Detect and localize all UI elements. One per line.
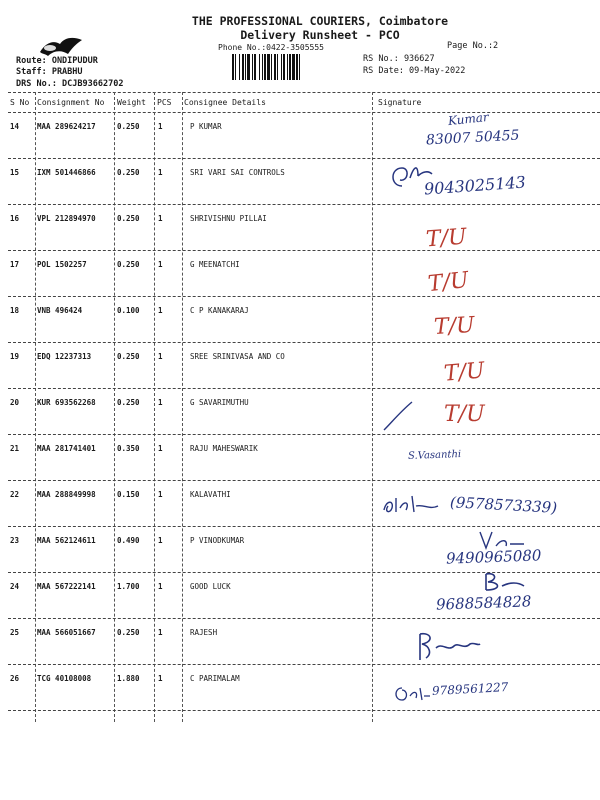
row-sno: 14 [10,122,20,131]
table-row [0,666,600,712]
company-title: THE PROFESSIONAL COURIERS, Coimbatore [191,14,449,28]
row-rule [8,388,600,389]
row-consignment-no: VPL 212894970 [37,214,96,223]
barcode-bar [281,54,282,80]
barcode-bar [264,54,266,80]
row-consignment-no: POL 1502257 [37,260,87,269]
table-row [0,344,600,390]
barcode-bar [242,54,244,80]
row-weight: 0.250 [117,214,140,223]
row-consignment-no: EDQ 12237313 [37,352,92,361]
row-rule [8,204,600,205]
column-header-pcs: PCS [157,98,172,107]
barcode-bar [259,54,260,80]
barcode-bar [245,54,246,80]
barcode-bar [277,54,278,80]
table-row [0,298,600,344]
row-consignment-no: TCG 40108008 [37,674,92,683]
barcode-bar [274,54,276,80]
row-weight: 0.250 [117,352,140,361]
row-rule [8,434,600,435]
row-sno: 17 [10,260,20,269]
row-rule [8,526,600,527]
table-row [0,252,600,298]
row-consignee: KALAVATHI [190,490,231,499]
signature-22-scribble-icon [380,490,440,520]
row-weight: 0.490 [117,536,140,545]
signature-14-name: Kumar [447,109,490,129]
column-header-weight: Weight [117,98,146,107]
column-header-consignment: Consignment No [37,98,105,107]
signature-23-phone: 9490965080 [445,546,542,568]
table-top-rule [8,92,600,93]
row-consignee: G MEENATCHI [190,260,240,269]
row-weight: 0.150 [117,490,140,499]
row-consignee: SREE SRINIVASA AND CO [190,352,285,361]
barcode-bar [239,54,240,80]
row-weight: 1.700 [117,582,140,591]
barcode-bar [262,54,263,80]
signature-24-scribble-icon [480,570,526,594]
row-pcs: 1 [158,490,163,499]
row-pcs: 1 [158,398,163,407]
barcode-bar [247,54,250,80]
row-consignee: G SAVARIMUTHU [190,398,249,407]
row-sno: 24 [10,582,20,591]
drs-number: DRS No.: DCJB93662702 [16,79,124,89]
row-weight: 0.250 [117,398,140,407]
row-sno: 25 [10,628,20,637]
row-pcs: 1 [158,444,163,453]
row-pcs: 1 [158,536,163,545]
row-consignment-no: MAA 288849998 [37,490,96,499]
column-header-sno: S No [10,98,30,107]
table-header-rule [8,112,600,113]
row-consignee: SRI VARI SAI CONTROLS [190,168,285,177]
signature-20-tick-icon [380,398,416,434]
row-rule [8,664,600,665]
row-pcs: 1 [158,214,163,223]
route-label: Route: ONDIPUDUR [16,56,98,66]
row-weight: 0.250 [117,168,140,177]
barcode-bar [252,54,253,80]
row-sno: 20 [10,398,20,407]
row-consignee: C PARIMALAM [190,674,240,683]
row-consignment-no: MAA 289624217 [37,122,96,131]
staff-label: Staff: PRABHU [16,67,83,77]
barcode-bar [289,54,291,80]
row-rule [8,296,600,297]
rs-number: RS No.: 936627 [363,54,435,64]
row-weight: 1.880 [117,674,140,683]
row-rule [8,618,600,619]
row-sno: 22 [10,490,20,499]
signature-24-phone: 9688584828 [435,592,532,614]
row-rule [8,342,600,343]
row-pcs: 1 [158,628,163,637]
row-pcs: 1 [158,582,163,591]
page-number: Page No.:2 [447,41,499,51]
barcode-bar [254,54,256,80]
barcode-bar [292,54,295,80]
row-consignment-no: VNB 496424 [37,306,83,315]
runsheet-subtitle: Delivery Runsheet - PCO [240,28,400,42]
row-weight: 0.250 [117,260,140,269]
row-rule [8,250,600,251]
barcode-bar [296,54,298,80]
signature-25-scribble-icon [412,628,482,668]
barcode-bar [235,54,236,80]
row-consignment-no: MAA 566051667 [37,628,96,637]
row-sno: 26 [10,674,20,683]
rs-date: RS Date: 09-May-2022 [363,66,466,76]
row-pcs: 1 [158,122,163,131]
signature-19: T/U [442,358,486,387]
row-pcs: 1 [158,352,163,361]
signature-26-phone: 9789561227 [431,680,509,698]
row-consignment-no: KUR 693562268 [37,398,96,407]
row-consignment-no: MAA 562124611 [37,536,96,545]
row-weight: 0.250 [117,628,140,637]
signature-21: S.Vasanthi [407,449,462,462]
signature-26-scribble-icon [392,682,432,704]
barcode-bar [283,54,285,80]
row-consignment-no: IXM 501446866 [37,168,96,177]
row-consignment-no: MAA 567222141 [37,582,96,591]
row-pcs: 1 [158,674,163,683]
signature-14-phone: 83007 50455 [425,127,520,149]
row-pcs: 1 [158,260,163,269]
row-rule [8,480,600,481]
row-pcs: 1 [158,168,163,177]
row-consignee: P VINODKUMAR [190,536,245,545]
row-weight: 0.350 [117,444,140,453]
row-sno: 15 [10,168,20,177]
barcode-bar [232,54,234,80]
row-sno: 18 [10,306,20,315]
signature-15-phone: 9043025143 [423,172,527,199]
table-row [0,436,600,482]
signature-18: T/U [433,312,476,341]
row-consignee: C P KANAKARAJ [190,306,249,315]
row-sno: 21 [10,444,20,453]
barcode-bar [299,54,300,80]
column-header-signature: Signature [378,98,422,107]
phone-number: Phone No.:0422-3505555 [218,43,324,52]
barcode-image [230,54,348,80]
row-weight: 0.250 [117,122,140,131]
signature-22-phone: (9578573339) [449,493,558,517]
row-consignee: RAJU MAHESWARIK [190,444,258,453]
row-rule [8,158,600,159]
row-sno: 16 [10,214,20,223]
column-header-consignee: Consignee Details [184,98,266,107]
row-weight: 0.100 [117,306,140,315]
row-consignee: RAJESH [190,628,218,637]
row-consignee: SHRIVISHNU PILLAI [190,214,267,223]
signature-17: T/U [426,267,470,298]
row-pcs: 1 [158,306,163,315]
row-consignee: P KUMAR [190,122,222,131]
row-sno: 23 [10,536,20,545]
table-row [0,206,600,252]
barcode-bar [287,54,288,80]
barcode-bar [271,54,272,80]
row-sno: 19 [10,352,20,361]
row-consignee: GOOD LUCK [190,582,231,591]
barcode-bar [267,54,270,80]
signature-16: T/U [425,224,468,253]
table-row [0,390,600,436]
signature-20: T/U [444,402,485,427]
row-consignment-no: MAA 281741401 [37,444,96,453]
table-row [0,620,600,666]
row-rule [8,710,600,711]
